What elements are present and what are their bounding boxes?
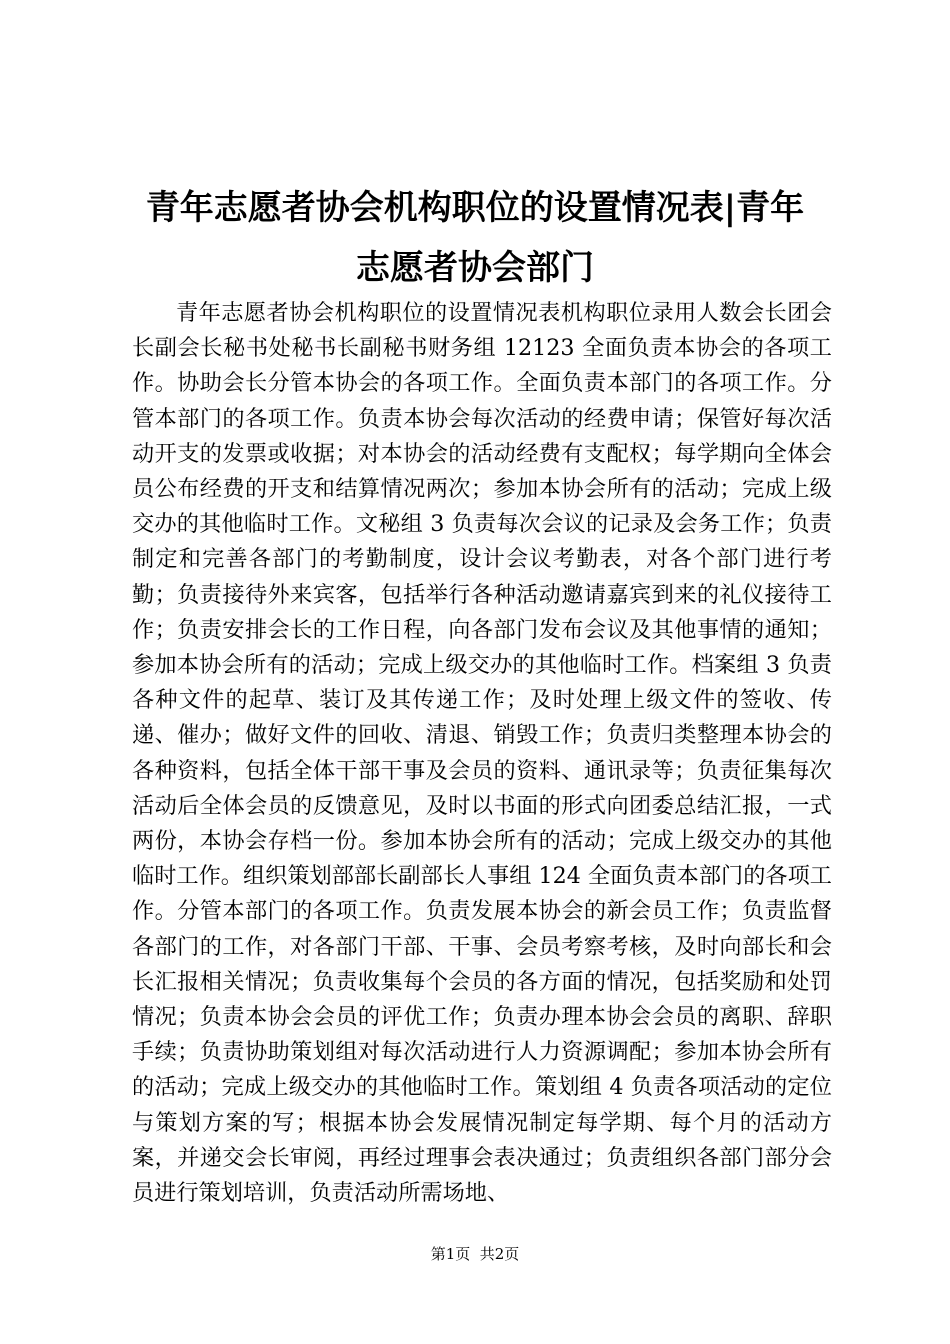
document-body-paragraph: 青年志愿者协会机构职位的设置情况表机构职位录用人数会长团会长副会长秘书处秘书长副秘书财务组 12123 全面负责本协会的各项工作。协助会长分管本协会的各项工作。全面负责本部门的各项工作。分管本部门的各项工作。负责本协会每次活动的经费申请；保管好每次活动开支的发票或收据；对本协会的活动经费有支配权；每学期向全体会员公布经费的开支和结算情况两次；参加本协会所有的活动；完成上级交办的其他临时工作。文秘组 3 负责每次会议的记录及会务工作；负责制定和完善各部门的考勤制度，设计会议考勤表，对各个部门进行考勤；负责接待外来宾客，包括举行各种活动邀请嘉宾到来的礼仪接待工作；负责安排会长的工作日程，向各部门发布会议及其他事情的通知；参加本协会所有的活动；完成上级交办的其他临时工作。档案组 3 负责各种文件的起草、装订及其传递工作；及时处理上级文件的签收、传递、催办；做好文件的回收、清退、销毁工作；负责归类整理本协会的各种资料，包括全体干部干事及会员的资料、通讯录等；负责征集每次活动后全体会员的反馈意见，及时以书面的形式向团委总结汇报，一式两份，本协会存档一份。参加本协会所有的活动；完成上级交办的其他临时工作。组织策划部部长副部长人事组 124 全面负责本部门的各项工作。分管本部门的各项工作。负责发展本协会的新会员工作；负责监督各部门的工作，对各部门干部、干事、会员考察考核，及时向部长和会长汇报相关情况；负责收集每个会员的各方面的情况，包括奖励和处罚情况；负责本协会会员的评优工作；负责办理本协会会员的离职、辞职手续；负责协助策划组对每次活动进行人力资源调配；参加本协会所有的活动；完成上级交办的其他临时工作。策划组 4 负责各项活动的定位与策划方案的写；根据本协会发展情况制定每学期、每个月的活动方案，并递交会长审阅，再经过理事会表决通过；负责组织各部门部分会员进行策划培训，负责活动所需场地、 <box>132 300 832 1207</box>
page-footer <box>0 1244 950 1264</box>
document-title-line-2: 志愿者协会部门 <box>356 248 594 288</box>
document-title-line-1: 青年志愿者协会机构职位的设置情况表|青年 <box>145 188 805 228</box>
page-number-label: 第1页 共2页 <box>430 1245 520 1263</box>
